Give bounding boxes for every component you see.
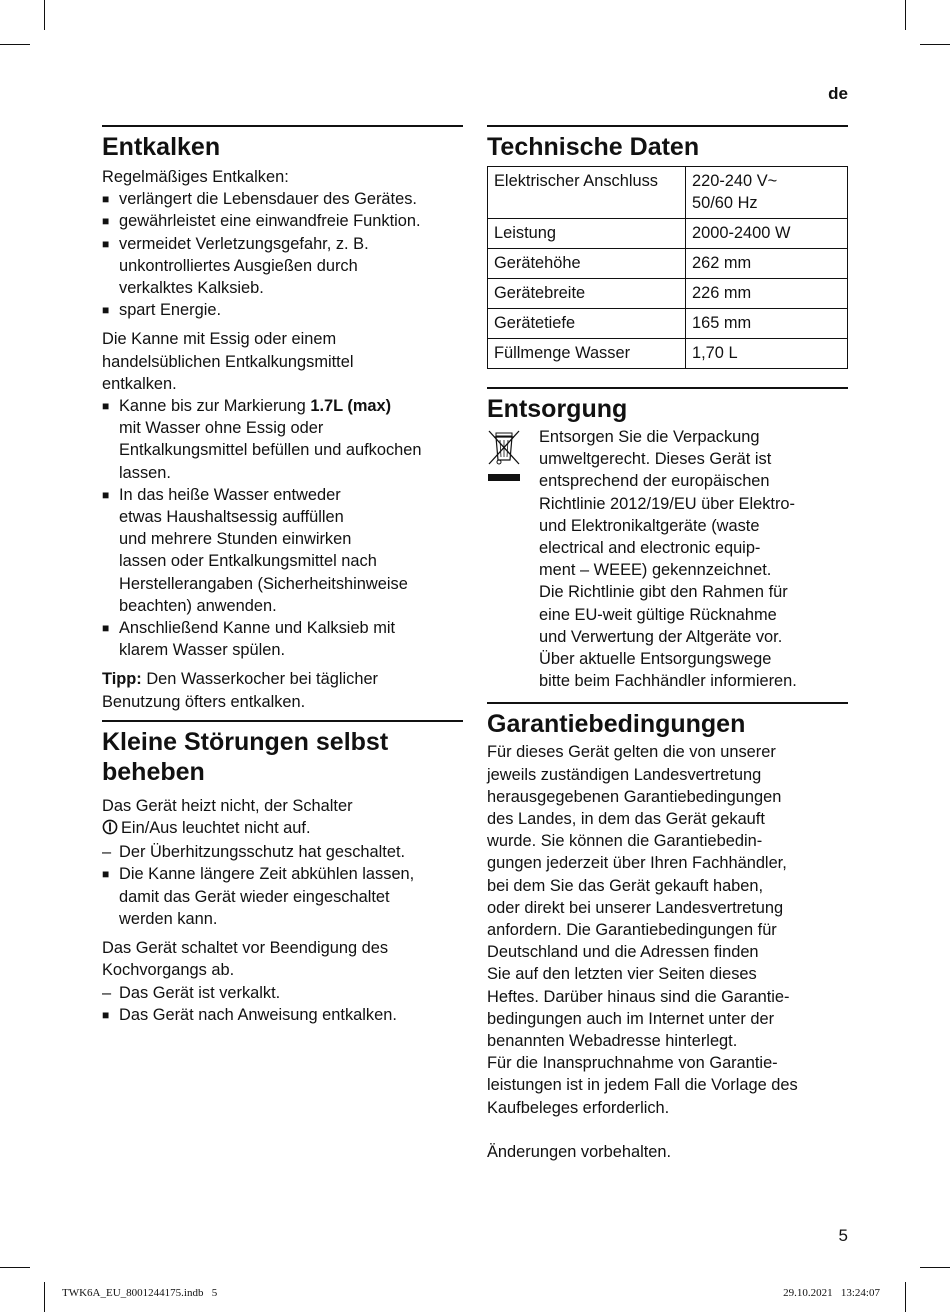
tip-body: Den Wasserkocher bei täglicher Benutzung öfters entkalken. <box>102 670 379 711</box>
crop-mark <box>44 1282 45 1312</box>
spec-key: Gerätebreite <box>488 279 686 309</box>
list-item: ■ Anschließend Kanne und Kalksieb mit klarem Wasser spülen. <box>102 617 463 661</box>
step-list <box>102 395 463 661</box>
fix-list <box>102 863 463 930</box>
max-marking: 1.7L (max) <box>310 397 392 416</box>
power-icon <box>102 819 118 841</box>
list-item: ■ In das heiße Wasser entweder etwas Haushaltsessig auffüllen und mehrere Stunden einwirken lassen oder Entkalkungsmittel nach Herstellerangaben (Sicherheitshinweise beachten) anwenden. <box>102 484 463 617</box>
cause-list <box>102 982 463 1004</box>
switch-label: Ein/Aus leuchtet nicht auf. <box>121 819 311 838</box>
table-row <box>488 339 848 369</box>
list-item: ■ verlängert die Lebensdauer des Gerätes. <box>102 188 463 210</box>
crop-mark <box>905 1282 906 1312</box>
left-column <box>102 125 463 1026</box>
list-item <box>102 395 463 484</box>
table-row <box>488 309 848 339</box>
paragraph: Die Kanne mit Essig oder einem handelsüblichen Entkalkungsmittel entkalken. <box>102 330 354 393</box>
list-item: – Das Gerät ist verkalkt. <box>102 982 463 1004</box>
page-number: 5 <box>838 1226 848 1245</box>
list-item: ■ Die Kanne längere Zeit abkühlen lassen, damit das Gerät wieder eingeschaltet werden kann. <box>102 863 463 930</box>
section-entsorgung <box>487 387 848 692</box>
changes-note: Änderungen vorbehalten. <box>487 1142 672 1161</box>
table-row <box>488 249 848 279</box>
problem-text: Das Gerät heizt nicht, der Schalter <box>102 796 353 815</box>
list-item: – Der Überhitzungsschutz hat geschaltet. <box>102 841 463 863</box>
spec-key: Gerätetiefe <box>488 309 686 339</box>
section-entkalken <box>102 125 463 713</box>
step-text: Kanne bis zur Markierung <box>119 397 311 416</box>
table-row <box>488 279 848 309</box>
section-title: Technische Daten <box>487 133 700 161</box>
intro-text: Regelmäßiges Entkalken: <box>102 168 289 186</box>
problem-text: Das Gerät schaltet vor Beendigung des Kochvorgangs ab. <box>102 939 389 980</box>
tip-text <box>102 668 463 712</box>
list-item: ■ spart Energie. <box>102 299 463 321</box>
problem-text <box>102 817 463 841</box>
weee-notice <box>487 426 848 692</box>
benefit-list <box>102 188 463 321</box>
spec-value: 165 mm <box>686 309 848 339</box>
crop-mark <box>905 0 906 30</box>
disposal-text: Entsorgen Sie die Verpackung umweltgerecht. Dieses Gerät ist entsprechend der europäischen Richtlinie 2012/19/EU über Elektro- und Elektronikaltgeräte (waste electrical and electronic equip- ment – WEEE) gekennzeichnet. Die Richtlinie gibt den Rahmen für eine EU-weit gültige Rücknahme und Verwertung der Altgeräte vor. Über aktuelle Entsorgungswege bitte beim Fachhändler informieren. <box>539 428 797 691</box>
spec-key: Leistung <box>488 219 686 249</box>
section-stoerungen <box>102 720 463 1026</box>
section-title: Entkalken <box>102 133 221 161</box>
section-title: Kleine Störungen selbst beheben <box>102 727 389 786</box>
crossed-bin-icon <box>487 428 521 487</box>
table-row <box>488 167 848 219</box>
table-row <box>488 219 848 249</box>
spec-key: Gerätehöhe <box>488 249 686 279</box>
spec-value: 262 mm <box>686 249 848 279</box>
list-item: ■ vermeidet Verletzungsgefahr, z. B. unkontrolliertes Ausgießen durch verkalktes Kalksieb. <box>102 233 463 300</box>
spec-value: 1,70 L <box>686 339 848 369</box>
crop-mark <box>0 1267 30 1268</box>
spec-value: 226 mm <box>686 279 848 309</box>
weee-icon-wrap <box>487 426 539 692</box>
spec-value: 220-240 V~ 50/60 Hz <box>686 167 848 219</box>
spec-key: Füllmenge Wasser <box>488 339 686 369</box>
step-text: mit Wasser ohne Essig oder Entkalkungsmittel befüllen und aufkochen lassen. <box>119 419 422 482</box>
cause-list <box>102 841 463 863</box>
specs-table <box>487 166 848 369</box>
list-item: ■ Das Gerät nach Anweisung entkalken. <box>102 1004 463 1026</box>
spec-value: 2000-2400 W <box>686 219 848 249</box>
crop-mark <box>920 1267 950 1268</box>
section-title: Entsorgung <box>487 395 628 423</box>
section-garantie <box>487 702 848 1163</box>
language-code: de <box>828 84 848 103</box>
spec-key: Elektrischer Anschluss <box>488 167 686 219</box>
list-item: ■ gewährleistet eine einwandfreie Funktion. <box>102 210 463 232</box>
section-title: Garantiebedingungen <box>487 710 746 739</box>
crop-mark <box>44 0 45 30</box>
crop-mark <box>920 44 950 45</box>
tip-label: Tipp: <box>102 670 142 689</box>
crop-mark <box>0 44 30 45</box>
section-technische-daten <box>487 125 848 369</box>
fix-list <box>102 1004 463 1026</box>
footer-timestamp: 29.10.2021 13:24:07 <box>783 1287 880 1299</box>
footer-file-info: TWK6A_EU_8001244175.indb 5 <box>62 1287 218 1299</box>
warranty-text: Für dieses Gerät gelten die von unserer jeweils zuständigen Landesvertretung herausgegebenen Garantiebedingungen des Landes, in dem das Gerät gekauft wurde. Sie können die Garantiebedin- gungen jederzeit über Ihren Fachhändler, bei dem Sie das Gerät gekauft haben, oder direkt bei unserer Landesvertretung anfordern. Die Garantiebedingungen für Deutschland und die Adressen finden Sie auf den letzten vier Seiten dieses Heftes. Darüber hinaus sind die Garantie- bedingungen auch im Internet unter der benannten Webadresse hinterlegt. Für die Inanspruchnahme von Garantie- leistungen ist in jedem Fall die Vorlage des Kaufbeleges erforderlich. <box>487 743 798 1117</box>
right-column <box>487 125 848 1163</box>
